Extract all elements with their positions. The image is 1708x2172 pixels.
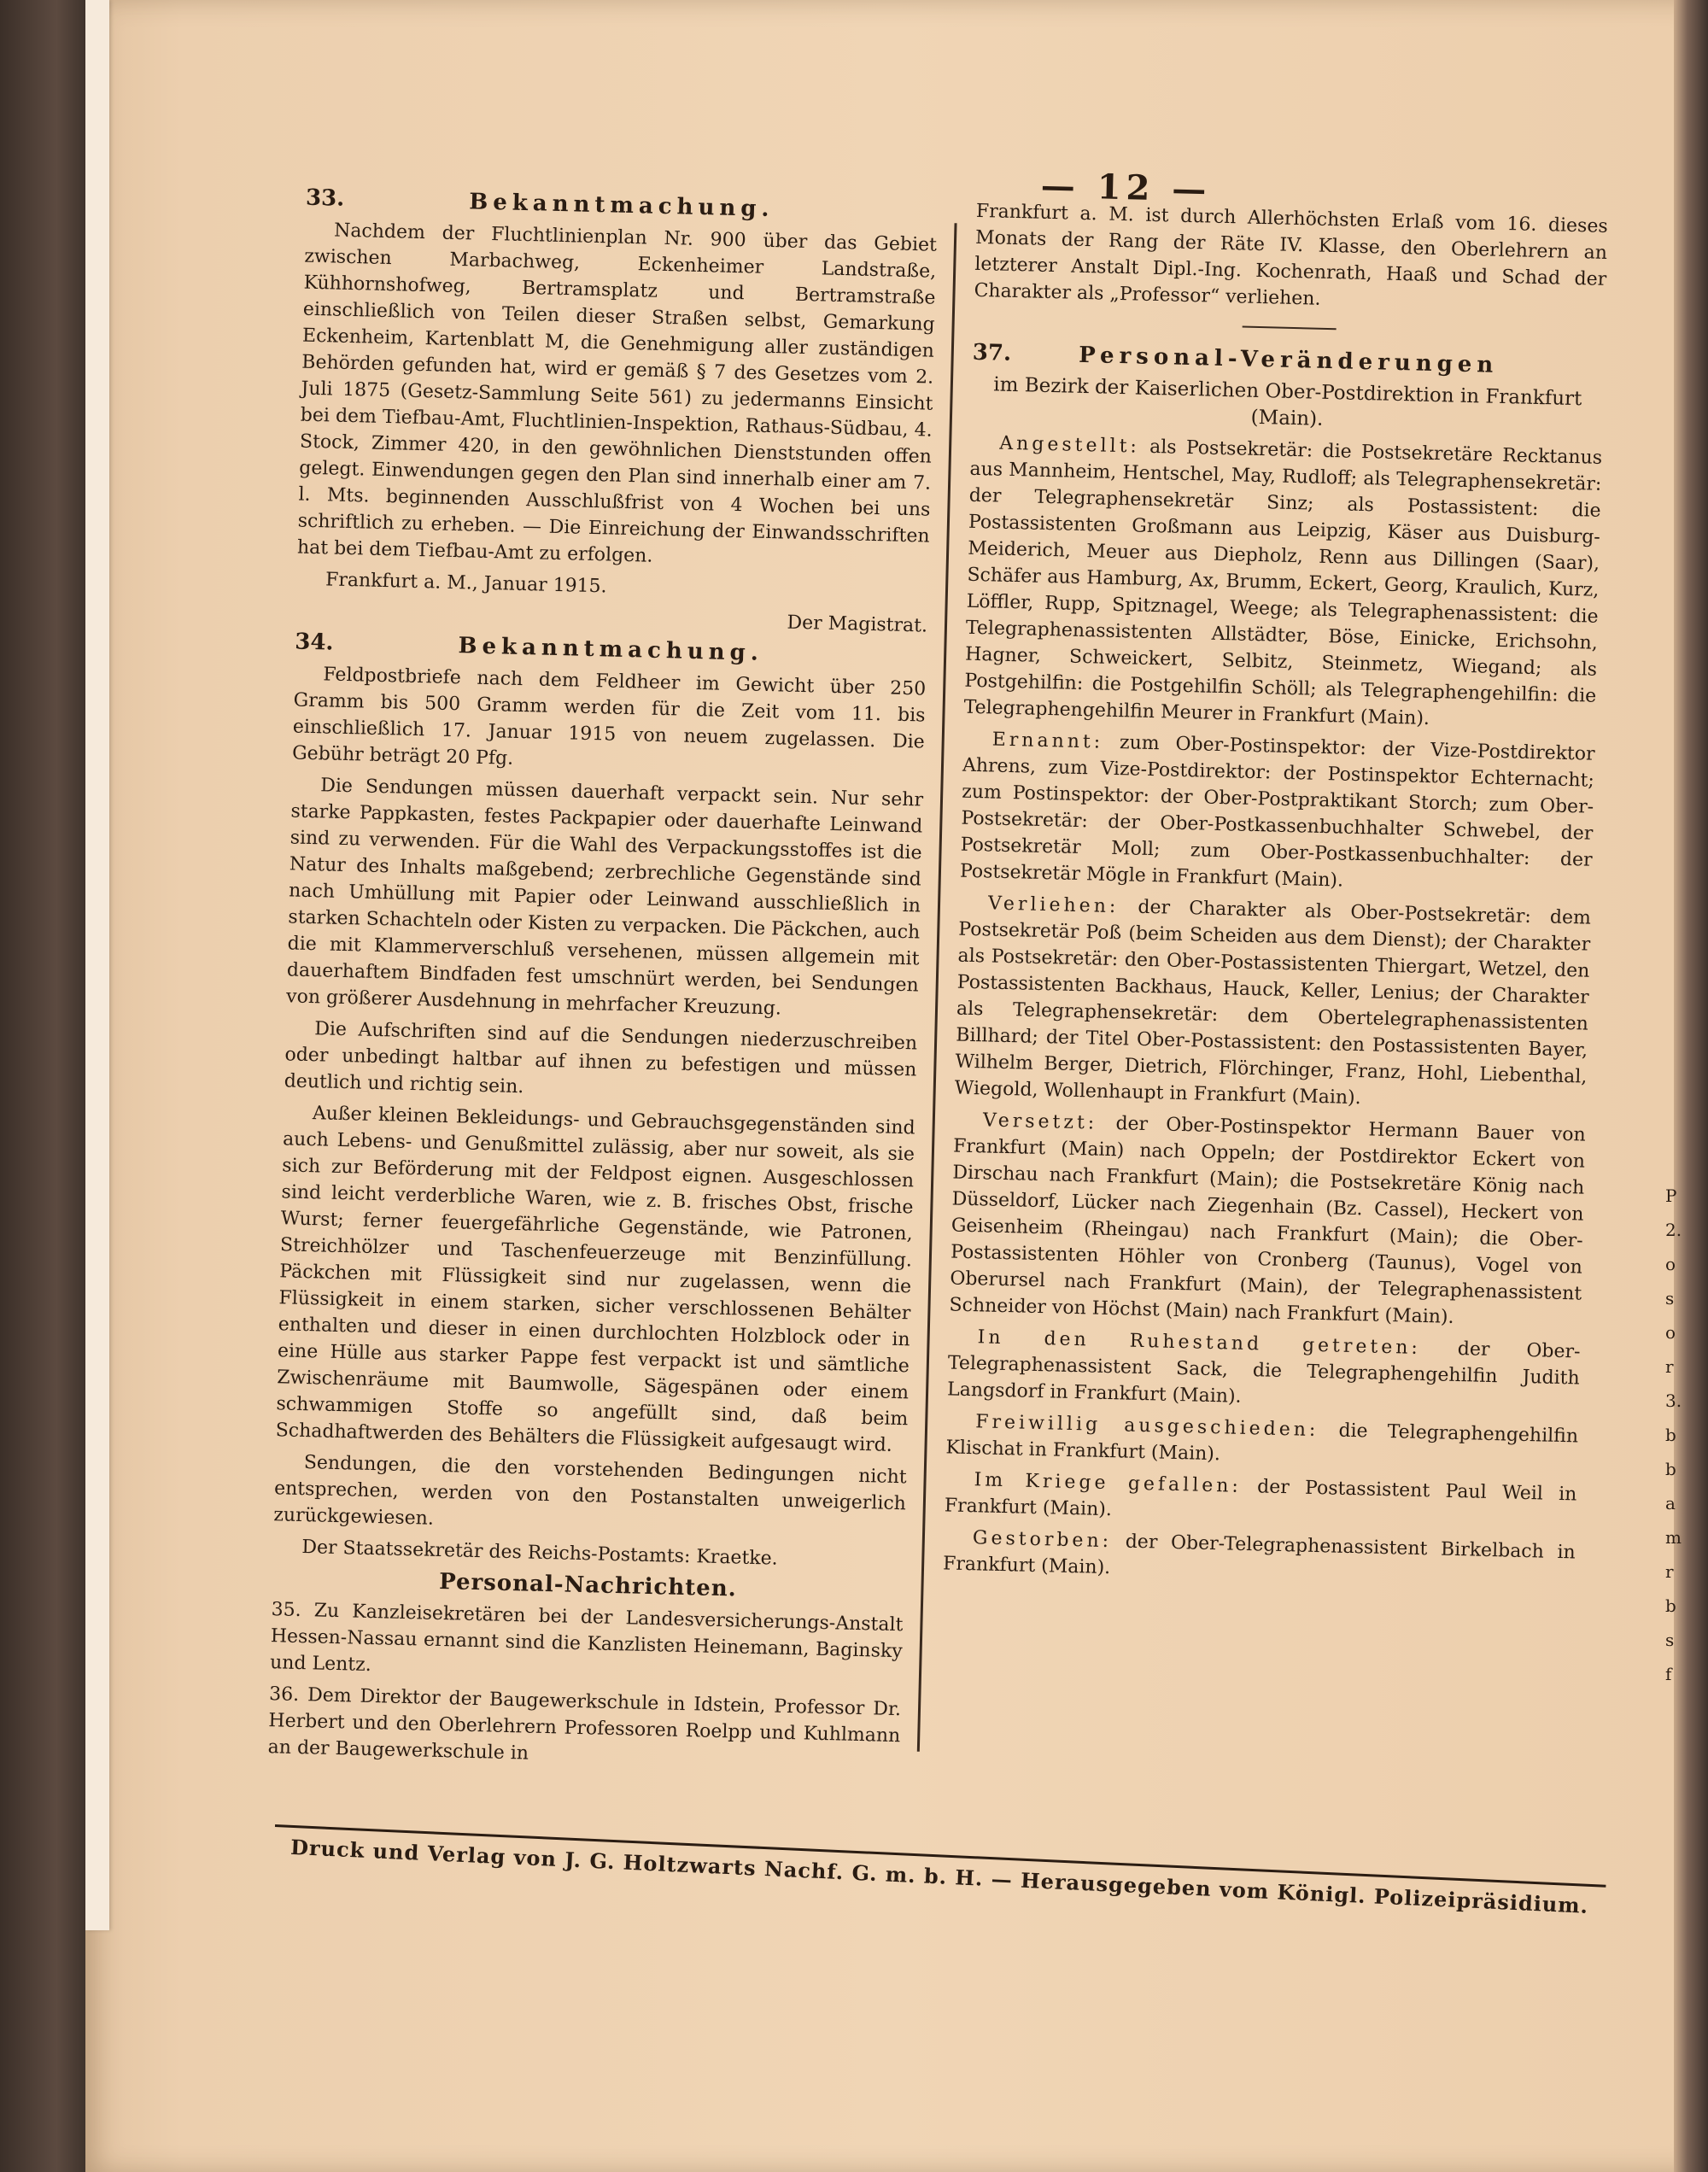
previous-page-edge	[85, 0, 109, 1930]
personal-nachrichten-heading: Personal-Nachrichten.	[438, 1568, 738, 1602]
paragraph-lead: Gestorben:	[972, 1527, 1113, 1553]
personnel-paragraph	[963, 430, 1602, 736]
section-34-paragraph: Die Sendungen müssen dauerhaft verpackt sein. Nur sehr starke Pappkasten, festes Packpapier oder dauerhafte Leinwand sind zu verwenden. Für die Wahl des Verpackungsstoffes ist die Natur des Inhalts maßgebend; zerbrechliche Gegenstände sind nach Umhüllung mit Papier oder Leinwand ausschließlich in starken Schachteln oder Kisten zu verpacken. Die Päckchen, auch die mit Klammerverschluß versehenen, müssen allgemein mit dauerhaftem Bindfaden fest umschnürt werden, bei Sendungen von größerer Ausdehnung in mehrfacher Kreuzung.	[285, 775, 924, 1020]
section-33-number: 33.	[305, 184, 345, 212]
left-column	[267, 182, 938, 1782]
page-number: — 12 —	[1040, 165, 1212, 210]
section-37-subtitle: im Bezirk der Kaiserlichen Ober-Postdirektion in Frankfurt (Main).	[993, 373, 1582, 430]
margin-fragment: o	[1665, 1254, 1676, 1274]
entry-35: 35. Zu Kanzleisekretären bei der Landesversicherungs-Anstalt Hessen-Nassau ernannt sind die Kanzlisten Heinemann, Baginsky und Lentz.	[269, 1599, 904, 1677]
section-34-number: 34.	[294, 629, 334, 656]
section-34-title: Bekanntmachung.	[458, 633, 764, 666]
paragraph-text: der Ober-Telegraphenassistent Sack, die Telegraphengehilfin Judith Langsdorf in Frankfurt (Main).	[946, 1337, 1581, 1408]
section-34-paragraph: Die Aufschriften sind auf die Sendungen niederzuschreiben oder unbedingt haltbar auf ihnen zu befestigen und müssen deutlich und richtig sein.	[284, 1018, 918, 1098]
personnel-paragraph	[960, 726, 1595, 900]
entry-36: 36. Dem Direktor der Baugewerkschule in Idstein, Professor Dr. Herbert und den Oberlehrern Professoren Roelpp und Kuhlmann an der Baugewerkschule in	[267, 1683, 902, 1765]
paragraph-text: zum Ober-Postinspektor: der Vize-Postdirektor Ahrens, zum Vize-Postdirektor: der Postinspektor Echternacht; zum Postinspektor: der Ober-Postpraktikant Storch; zum Ober-Postsekretär: der Ober-Postkassenbuchhalter Schwebel, der Postsekretär Moll; zum Ober-Postkassenbuchhalter: der Postsekretär Mögle in Frankfurt (Main).	[959, 731, 1595, 892]
margin-fragment: o	[1665, 1322, 1676, 1343]
page-text-block	[171, 128, 1614, 1918]
margin-fragment: f	[1665, 1664, 1672, 1684]
section-33-signature: Der Magistrat.	[787, 612, 928, 637]
margin-fragment: a	[1665, 1493, 1676, 1513]
imprint-footer: Druck und Verlag von J. G. Holtzwarts Nachf. G. m. b. H. — Herausgegeben vom Königl. Polizeipräsidium.	[273, 1824, 1606, 1919]
right-page-edge	[1674, 0, 1708, 2172]
entry-36-continuation: Frankfurt a. M. ist durch Allerhöchsten Erlaß vom 16. dieses Monats der Rang der Räte IV. Klasse, den Oberlehrern an letzterer Anstalt Dipl.-Ing. Kochenrath, Haaß und Schad der Charakter als „Professor“ verliehen.	[974, 200, 1608, 310]
section-34-paragraph: Außer kleinen Bekleidungs- und Gebrauchsgegenständen sind auch Lebens- und Genußmittel zulässig, aber nur soweit, als sie sich zur Beförderung mit der Feldpost eignen. Ausgeschlossen sind leicht verderbliche Waren, wie z. B. frisches Obst, frische Wurst; ferner feuergefährliche Gegenstände, wie Patronen, Streichhölzer und Taschenfeuerzeuge mit Benzinfüllung. Päckchen mit Flüssigkeit sind nur zugelassen, wenn die Flüssigkeit in einem starken, sicher verschlossenen Behälter enthalten und dieser in einen durchlochten Holzblock oder in eine Hülle aus starker Pappe fest verpackt ist und sämtliche Zwischenräume mit Baumwolle, Sägespänen oder einem schwammigen Stoffe so angefüllt sind, daß beim Schadhaftwerden des Behälters die Flüssigkeit aufgesaugt wird.	[275, 1103, 915, 1456]
section-34-paragraph: Sendungen, die den vorstehenden Bedingungen nicht entsprechen, werden von den Postanstalten unweigerlich zurückgewiesen.	[273, 1452, 907, 1530]
paragraph-text: der Charakter als Ober-Postsekretär: dem Postsekretär Poß (beim Scheiden aus dem Dienst); der Charakter als Postsekretär: den Ober-Postassistenten Thiergart, Wetzel, den Postassistenten Backhaus, Hauck, Keller, Lenius; der Charakter als Telegraphensekretär: dem Obertelegraphenassistenten Billhard; der Titel Ober-Postassistent: den Postassistenten Bayer, Wilhelm Berger, Dietrich, Flörchinger, Franz, Hohl, Liebenthal, Wiegold, Wollenhaupt in Frankfurt (Main).	[954, 896, 1592, 1109]
margin-fragment: b	[1665, 1459, 1676, 1479]
paragraph-lead: Freiwillig ausgeschieden:	[974, 1411, 1319, 1442]
paragraph-lead: Ernannt:	[991, 729, 1104, 753]
paragraph-lead: Versetzt:	[982, 1109, 1098, 1134]
paragraph-text: der Postassistent Paul Weil in Frankfurt (Main).	[944, 1475, 1577, 1521]
paragraph-text: als Postsekretär: die Postsekretäre Recktanus aus Mannheim, Hentschel, May, Rudloff; als Telegraphensekretär: der Telegraphensekretär Sinz; als Postassistent: die Postassistenten Großmann aus Leipzig, Käser aus Duisburg-Meiderich, Meuer aus Diepholz, Renn aus Dillingen (Saar), Schäfer aus Hamburg, Ax, Brumm, Eckert, Georg, Kraulich, Kurz, Löffler, Rupp, Spitznagel, Weege; als Telegraphenassistent: die Telegraphenassistenten Allstädter, Böse, Einicke, Erichsohn, Hagner, Schweickert, Selbitz, Steinmetz, Wiegand; als Postgehilfin: die Postgehilfin Schöll; als Telegraphengehilfin: die Telegraphengehilfin Meurer in Frankfurt (Main).	[963, 436, 1603, 729]
section-separator	[1243, 326, 1337, 331]
paragraph-text: der Ober-Postinspektor Hermann Bauer von Frankfurt (Main) nach Oppeln; der Postdirektor Eckert von Dirschau nach Frankfurt (Main); die Postsekretäre König nach Düsseldorf, Lücker nach Ziegenhain (Bz. Cassel), Heckert von Geisenheim (Rheingau) nach Frankfurt (Main); die Ober-Postassistenten Höhler von Cronberg (Taunus), Vogel von Oberursel nach Frankfurt (Main), der Telegraphenassistent Schneider von Höchst (Main) nach Frankfurt (Main).	[949, 1112, 1586, 1328]
personnel-paragraph	[945, 1408, 1578, 1476]
margin-fragment: s	[1665, 1630, 1675, 1650]
paragraph-text: die Telegraphengehilfin Klischat in Frankfurt (Main).	[945, 1420, 1579, 1466]
personnel-paragraph	[943, 1524, 1576, 1592]
margin-fragment: r	[1665, 1561, 1674, 1582]
section-33-title: Bekanntmachung.	[468, 189, 775, 223]
paragraph-lead: Verliehen:	[987, 893, 1120, 918]
section-34-paragraph: Feldpostbriefe nach dem Feldheer im Gewicht über 250 Gramm bis 500 Gramm werden für die Zeit vom 11. bis einschließlich 17. Januar 1915 von neuem zugelassen. Die Gebühr beträgt 20 Pfg.	[291, 664, 927, 770]
paragraph-text: der Ober-Telegraphenassistent Birkelbach in Frankfurt (Main).	[942, 1531, 1576, 1579]
paragraph-lead: In den Ruhestand getreten:	[977, 1326, 1422, 1359]
personnel-paragraph	[954, 890, 1591, 1117]
personnel-paragraph	[944, 1466, 1576, 1534]
margin-fragment: b	[1665, 1595, 1676, 1616]
margin-fragment: s	[1665, 1288, 1675, 1308]
margin-fragment: P	[1665, 1186, 1677, 1206]
paragraph-lead: Im Kriege gefallen:	[974, 1469, 1243, 1497]
personnel-paragraph	[947, 1323, 1581, 1418]
section-37-number: 37.	[972, 339, 1012, 366]
next-page-margin-fragments	[1665, 1179, 1691, 1691]
margin-fragment: b	[1665, 1425, 1676, 1445]
section-37-title: Personal-Veränderungen	[1078, 342, 1499, 378]
margin-fragment: 3.	[1665, 1390, 1682, 1411]
section-33-place-date: Frankfurt a. M., Januar 1915.	[325, 569, 607, 598]
section-33-text: Nachdem der Fluchtlinienplan Nr. 900 über das Gebiet zwischen Marbachweg, Eckenheimer Landstraße, Kühhornshofweg, Bertramsplatz und Bertramstraße einschließlich von Teilen dieser Straßen selbst, Gemarkung Eckenheim, Kartenblatt M, die Genehmigung aller zuständigen Behörden gefunden hat, wird er gemäß § 7 des Gesetzes vom 2. Juli 1875 (Gesetz-Sammlung Seite 561) zu jedermanns Einsicht bei dem Tiefbau-Amt, Fluchtlinien-Inspektion, Rathaus-Südbau, 4. Stock, Zimmer 420, in den gewöhnlichen Dienststunden offen gelegt. Einwendungen gegen den Plan sind innerhalb einer am 7. l. Mts. beginnenden Ausschlußfrist von 4 Wochen bei uns schriftlich zu erheben. — Die Einreichung der Einwandsschriften hat bei dem Tiefbau-Amt zu erfolgen.	[296, 220, 938, 567]
section-34-signature: Der Staatssekretär des Reichs-Postamts: Kraetke.	[301, 1537, 778, 1570]
right-column	[943, 198, 1608, 1598]
margin-fragment: m	[1665, 1527, 1682, 1548]
paragraph-lead: Angestellt:	[998, 432, 1141, 458]
personnel-paragraph	[949, 1107, 1586, 1334]
margin-fragment: r	[1665, 1356, 1674, 1377]
margin-fragment: 2.	[1665, 1220, 1682, 1240]
